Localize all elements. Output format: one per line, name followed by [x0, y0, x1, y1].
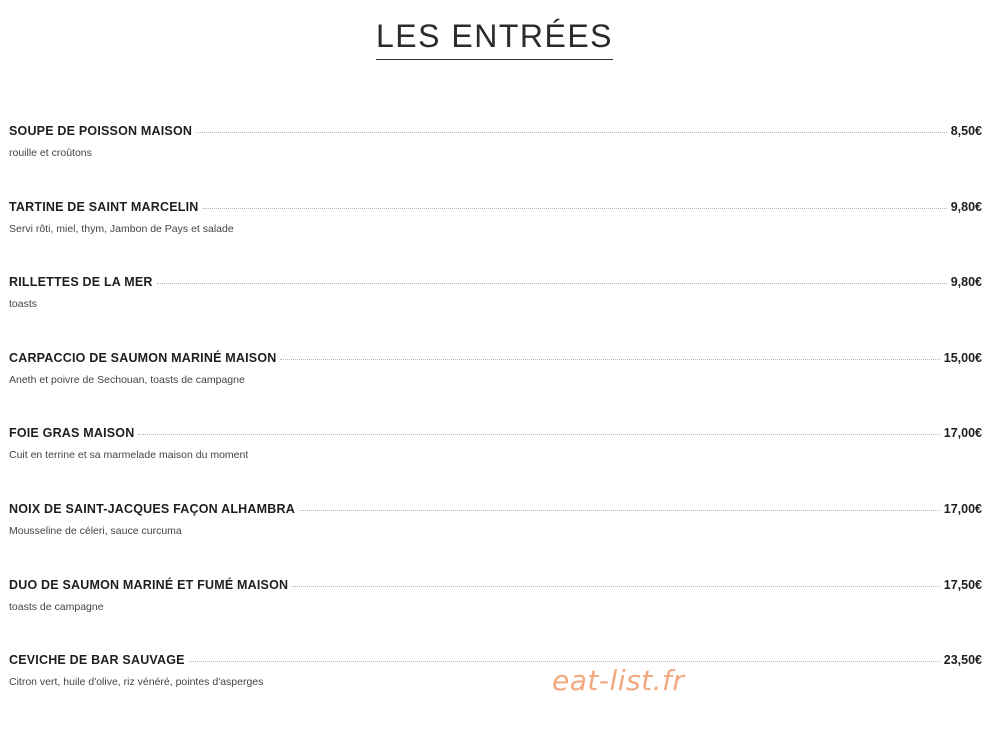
menu-item-description: Servi rôti, miel, thym, Jambon de Pays et salade — [9, 222, 234, 235]
menu-item — [9, 653, 982, 729]
menu-item-price: 15,00€ — [943, 350, 982, 365]
menu-item-row — [9, 502, 982, 516]
menu-item-name: DUO DE SAUMON MARINÉ ET FUMÉ MAISON — [9, 577, 289, 592]
menu-item-price: 23,50€ — [943, 653, 982, 668]
menu-item-row — [9, 426, 982, 440]
dotted-leader — [138, 434, 939, 435]
menu-item — [9, 578, 982, 654]
menu-item-name: FOIE GRAS MAISON — [9, 426, 135, 441]
menu-item — [9, 426, 982, 502]
menu-item-price: 9,80€ — [950, 199, 982, 214]
menu-item-description: toasts de campagne — [9, 600, 104, 613]
menu-item-row — [9, 124, 982, 138]
menu-item — [9, 200, 982, 276]
menu-item-name: CEVICHE DE BAR SAUVAGE — [9, 653, 185, 668]
dotted-leader — [203, 208, 947, 209]
menu-item-row — [9, 351, 982, 365]
menu-item — [9, 502, 982, 578]
menu-item-name: RILLETTES DE LA MER — [9, 275, 153, 290]
menu-item-description: toasts — [9, 298, 38, 311]
menu-item — [9, 124, 982, 200]
dotted-leader — [299, 510, 940, 511]
menu-item-row — [9, 275, 982, 289]
menu-item-name: NOIX DE SAINT-JACQUES FAÇON ALHAMBRA — [9, 501, 295, 516]
menu-item — [9, 351, 982, 427]
title-container — [0, 18, 989, 60]
menu-item-description: Mousseline de céleri, sauce curcuma — [9, 524, 182, 537]
menu-item-row — [9, 200, 982, 214]
menu-item-description: Cuit en terrine et sa marmelade maison du moment — [9, 449, 249, 462]
menu-item-price: 17,00€ — [943, 501, 982, 516]
menu-item-name: CARPACCIO DE SAUMON MARINÉ MAISON — [9, 350, 277, 365]
menu-item-price: 9,80€ — [950, 275, 982, 290]
dotted-leader — [189, 661, 940, 662]
menu-item-description: Citron vert, huile d'olive, riz vénéré, pointes d'asperges — [9, 676, 264, 689]
dotted-leader — [280, 359, 939, 360]
menu-item-description: rouille et croûtons — [9, 147, 92, 159]
menu-item — [9, 275, 982, 351]
dotted-leader — [157, 283, 947, 284]
menu-list — [9, 124, 982, 729]
menu-item-name: SOUPE DE POISSON MAISON — [9, 124, 193, 138]
menu-item-description: Aneth et poivre de Sechouan, toasts de campagne — [9, 373, 245, 386]
watermark-logo: eat-list.fr — [552, 664, 685, 697]
menu-item-price: 8,50€ — [950, 124, 982, 138]
dotted-leader — [292, 586, 940, 587]
menu-item-price: 17,00€ — [943, 426, 982, 441]
menu-item-row — [9, 653, 982, 667]
page-title: LES ENTRÉES — [376, 18, 613, 60]
menu-item-price: 17,50€ — [943, 577, 982, 592]
menu-item-row — [9, 578, 982, 592]
dotted-leader — [196, 132, 947, 133]
menu-item-name: TARTINE DE SAINT MARCELIN — [9, 199, 199, 214]
